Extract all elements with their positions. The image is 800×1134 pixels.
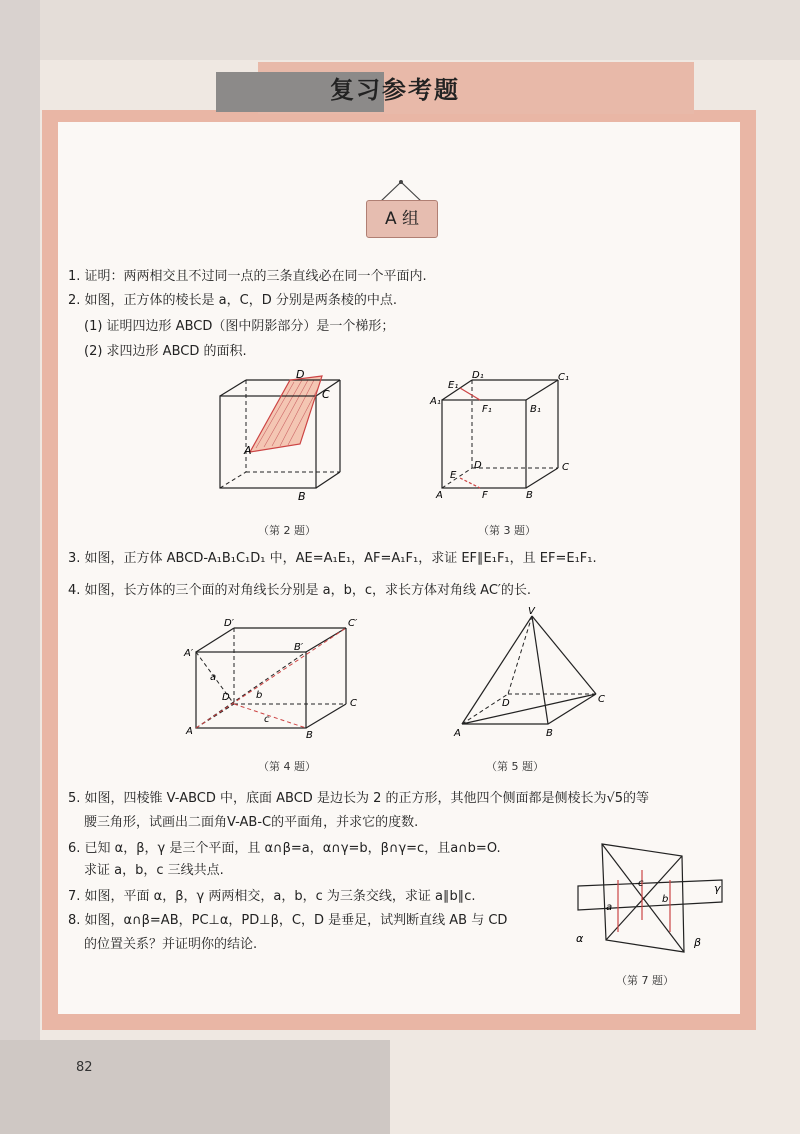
svg-text:c: c	[638, 878, 644, 889]
question-6-line-1: 6. 已知 α，β，γ 是三个平面，且 α∩β=a，α∩γ=b，β∩γ=c，且a∩b=O.	[68, 841, 501, 856]
svg-text:A: A	[186, 726, 193, 737]
svg-text:E: E	[450, 470, 457, 481]
svg-text:B′: B′	[294, 642, 304, 653]
svg-text:b: b	[662, 894, 669, 905]
question-2-part-2: (2) 求四边形 ABCD 的面积.	[84, 344, 247, 359]
svg-text:V: V	[528, 606, 535, 617]
svg-text:D₁: D₁	[472, 370, 484, 381]
svg-text:E₁: E₁	[448, 380, 459, 391]
svg-text:B: B	[298, 490, 306, 503]
svg-text:F₁: F₁	[482, 404, 492, 415]
group-sign	[366, 178, 436, 240]
svg-text:a: a	[606, 902, 613, 913]
svg-text:C: C	[598, 694, 605, 705]
svg-text:A: A	[436, 490, 443, 501]
svg-text:A₁: A₁	[430, 396, 441, 407]
question-2-part-1: (1) 证明四边形 ABCD（图中阴影部分）是一个梯形；	[84, 319, 395, 334]
svg-text:A: A	[454, 728, 461, 739]
question-4: 4. 如图，长方体的三个面的对角线长分别是 a，b，c，求长方体对角线 AC′的长.	[68, 583, 531, 598]
svg-text:D: D	[502, 698, 510, 709]
figure-2-cube	[210, 368, 360, 503]
svg-text:β: β	[694, 936, 702, 949]
question-1: 1. 证明：两两相交且不过同一点的三条直线必在同一个平面内.	[68, 269, 427, 284]
figure-3-cube	[430, 368, 580, 500]
svg-text:D: D	[474, 460, 482, 471]
question-8-line-2: 的位置关系？并证明你的结论.	[84, 937, 258, 952]
svg-text:B₁: B₁	[530, 404, 541, 415]
svg-text:B: B	[546, 728, 553, 739]
page-title: 复习参考题	[330, 76, 460, 104]
background-top	[0, 0, 800, 60]
svg-text:α: α	[576, 932, 584, 945]
svg-text:D: D	[222, 692, 230, 703]
question-3: 3. 如图，正方体 ABCD-A₁B₁C₁D₁ 中，AE=A₁E₁，AF=A₁F₁，求证 EF∥E₁F₁，且 EF=E₁F₁.	[68, 551, 597, 566]
svg-text:B: B	[526, 490, 533, 501]
group-label: A 组	[366, 200, 438, 238]
figure-4-box	[184, 614, 364, 740]
background-bottom	[0, 1040, 390, 1134]
question-5-line-2: 腰三角形，试画出二面角V-AB-C的平面角，并求它的度数.	[84, 815, 419, 830]
svg-text:C: C	[350, 698, 357, 709]
figure-5-pyramid	[450, 606, 610, 739]
svg-text:A: A	[244, 444, 252, 457]
figure-2-caption: （第 2 题）	[258, 524, 316, 537]
figure-7-caption: （第 7 题）	[616, 974, 674, 987]
figure-7-planes	[572, 840, 728, 958]
svg-text:γ: γ	[714, 882, 721, 895]
page-number: 82	[76, 1060, 93, 1075]
question-5-line-1: 5. 如图，四棱锥 V-ABCD 中，底面 ABCD 是边长为 2 的正方形，其他四个侧面都是侧棱长为√5的等	[68, 791, 650, 806]
svg-text:b: b	[256, 690, 263, 701]
svg-text:C: C	[322, 388, 330, 401]
question-2: 2. 如图，正方体的棱长是 a，C，D 分别是两条棱的中点.	[68, 293, 397, 308]
figure-4-caption: （第 4 题）	[258, 760, 316, 773]
question-8-line-1: 8. 如图，α∩β=AB，PC⊥α，PD⊥β，C，D 是垂足，试判断直线 AB 与 CD	[68, 913, 508, 928]
svg-text:c: c	[264, 714, 270, 725]
svg-text:C′: C′	[348, 618, 358, 629]
svg-text:B: B	[306, 730, 313, 741]
svg-text:A′: A′	[184, 648, 194, 659]
svg-text:C₁: C₁	[558, 372, 569, 383]
svg-text:F: F	[482, 490, 488, 501]
svg-text:C: C	[562, 462, 569, 473]
question-6-line-2: 求证 a，b，c 三线共点.	[84, 863, 224, 878]
svg-text:a: a	[210, 672, 217, 683]
figure-3-caption: （第 3 题）	[478, 524, 536, 537]
figure-5-caption: （第 5 题）	[486, 760, 544, 773]
background-left	[0, 0, 40, 1134]
svg-text:D: D	[296, 368, 305, 381]
question-7: 7. 如图，平面 α，β，γ 两两相交，a，b，c 为三条交线，求证 a∥b∥c.	[68, 889, 476, 904]
svg-text:D′: D′	[224, 618, 234, 629]
